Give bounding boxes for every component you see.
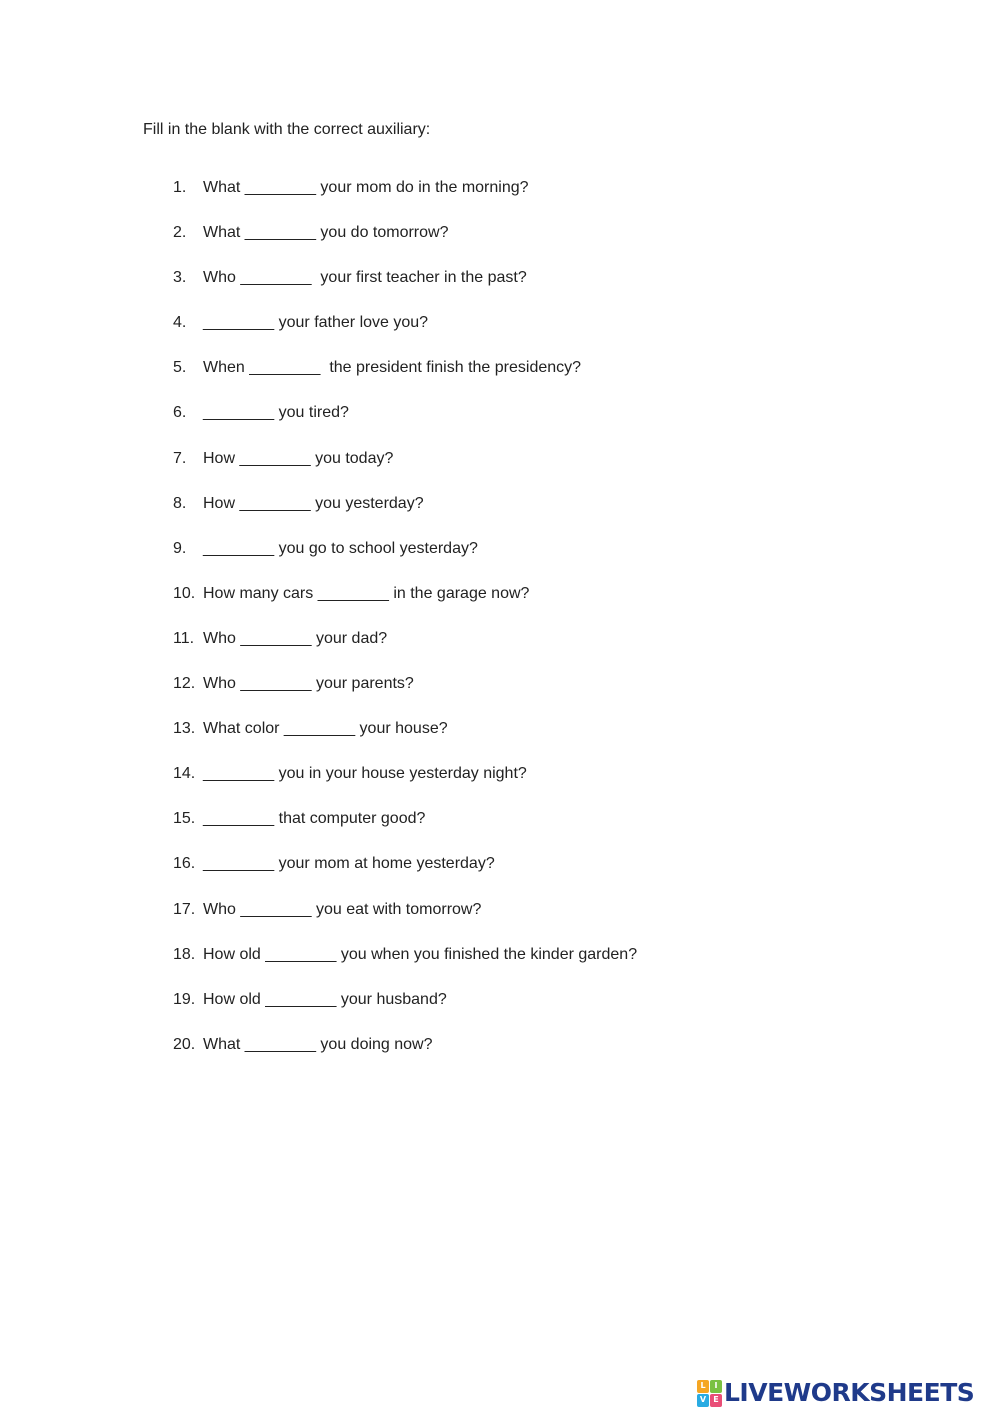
question-number: 19. [173, 990, 196, 1008]
question-number: 8. [173, 494, 187, 512]
question-text: ________ you tired? [203, 404, 349, 422]
question-number: 9. [173, 539, 187, 557]
question-number: 18. [173, 945, 196, 963]
question-text: Who ________ your first teacher in the past? [203, 269, 527, 287]
question-text: ________ that computer good? [203, 810, 426, 828]
question-text: What ________ you doing now? [203, 1035, 433, 1053]
question-number: 10. [173, 584, 196, 602]
question-number: 17. [173, 900, 196, 918]
logo-icon-tile-1: L [697, 1380, 709, 1393]
question-number: 2. [173, 224, 187, 242]
question-text: How many cars ________ in the garage now? [203, 584, 530, 602]
question-number: 11. [173, 629, 195, 647]
question-number: 12. [173, 675, 196, 693]
question-number: 4. [173, 314, 187, 332]
question-text: How ________ you yesterday? [203, 494, 424, 512]
question-text: ________ your mom at home yesterday? [203, 855, 495, 873]
question-text: How ________ you today? [203, 449, 394, 467]
question-number: 16. [173, 855, 196, 873]
question-text: What color ________ your house? [203, 720, 448, 738]
liveworksheets-logo-icon [697, 1380, 721, 1406]
question-text: ________ you go to school yesterday? [203, 539, 478, 557]
liveworksheets-logo[interactable] [697, 1378, 974, 1408]
logo-icon-tile-2: I [710, 1380, 722, 1393]
question-text: ________ your father love you? [203, 314, 429, 332]
question-number: 6. [173, 404, 187, 422]
question-text: Who ________ your dad? [203, 629, 388, 647]
question-number: 13. [173, 720, 196, 738]
question-text: Who ________ you eat with tomorrow? [203, 900, 482, 918]
question-text: ________ you in your house yesterday night? [203, 765, 527, 783]
question-text: What ________ your mom do in the morning? [203, 179, 529, 196]
logo-text: LIVEWORKSHEETS [724, 1378, 975, 1407]
logo-icon-tile-3: V [697, 1394, 709, 1407]
question-text: When ________ the president finish the presidency? [203, 359, 582, 377]
question-number: 20. [173, 1035, 196, 1053]
question-number: 1. [173, 179, 187, 196]
question-number: 5. [173, 359, 187, 377]
question-text: How old ________ your husband? [203, 990, 447, 1008]
question-text: What ________ you do tomorrow? [203, 224, 449, 242]
question-text: Who ________ your parents? [203, 675, 414, 693]
question-number: 15. [173, 810, 196, 828]
logo-icon-tile-4: E [710, 1394, 722, 1407]
question-text: How old ________ you when you finished the kinder garden? [203, 945, 638, 963]
question-number: 3. [173, 269, 187, 287]
instruction-text: Fill in the blank with the correct auxiliary: [143, 121, 431, 138]
question-number: 14. [173, 765, 196, 783]
question-number: 7. [173, 449, 187, 467]
